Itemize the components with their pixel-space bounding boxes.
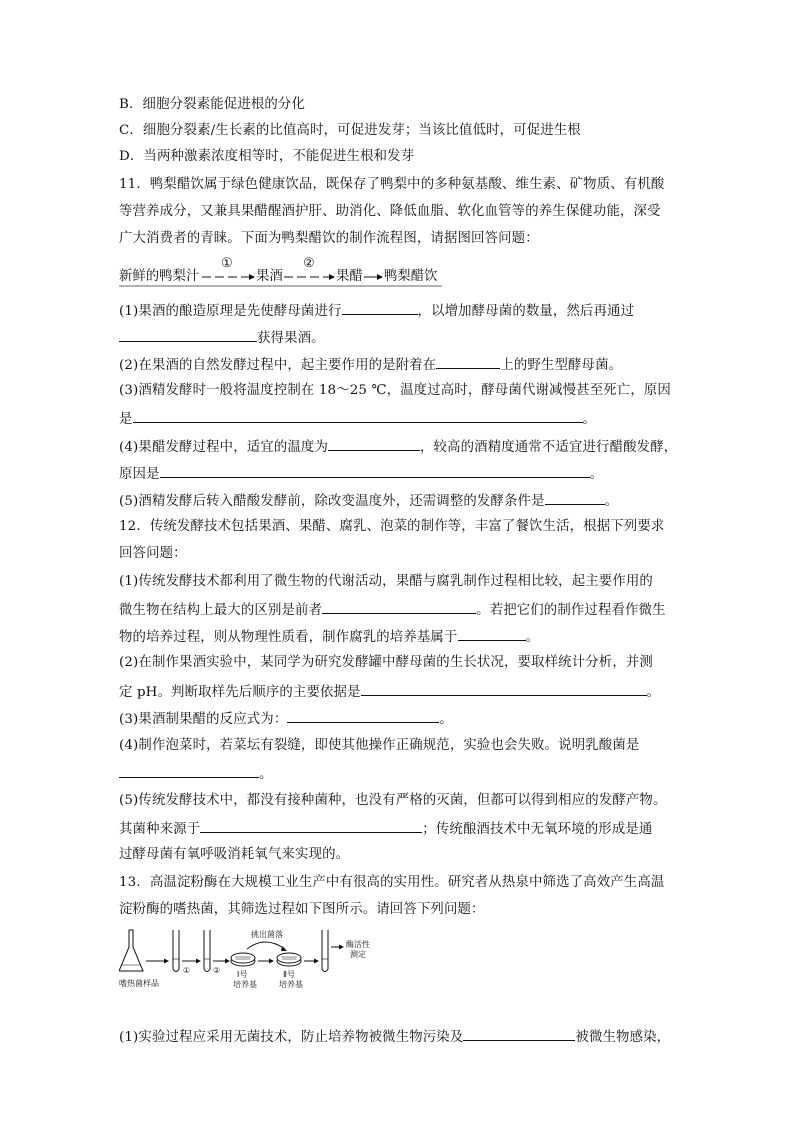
q11-part4-line1 bbox=[119, 437, 677, 457]
pick-colony-arrow bbox=[247, 942, 285, 949]
q12-p1-text-d: 物的培养过程，则从物理性质看，制作腐乳的培养基属于 bbox=[119, 630, 458, 645]
q11-p2-text-b: 上的野生型酵母菌。 bbox=[500, 358, 623, 373]
q12-part2-line1: (2)在制作果酒实验中，某同学为研究发酵罐中酵母菌的生长状况，要取样统计分析，并测 bbox=[119, 655, 653, 670]
q12-part1-line2 bbox=[119, 600, 666, 620]
q10-option-b: B．细胞分裂素能促进根的分化 bbox=[119, 97, 306, 112]
sample-label: 嗜热菌样品 bbox=[119, 979, 159, 988]
q12-p1-text-b: 微生物在结构上最大的区别是前者 bbox=[119, 603, 323, 618]
answer-blank[interactable] bbox=[287, 709, 439, 723]
flow-step-pear-juice: 新鲜的鸭梨汁 bbox=[119, 269, 200, 284]
answer-blank[interactable] bbox=[133, 409, 583, 423]
q10-option-d: D．当两种激素浓度相等时，不能促进生根和发芽 bbox=[119, 149, 415, 164]
q11-p3-text-c: 。 bbox=[582, 412, 597, 427]
flow-step-pear-vinegar-drink: 鸭梨醋饮 bbox=[384, 269, 438, 284]
flow-arrow-2-label: ② bbox=[303, 256, 315, 271]
answer-blank[interactable] bbox=[328, 437, 420, 451]
flow-arrow-3-head bbox=[377, 274, 383, 280]
q11-part1-line2 bbox=[119, 328, 325, 348]
q12-part1-line1: (1)传统发酵技术都利用了微生物的代谢活动，果醋与腐乳制作过程相比较，起主要作用的 bbox=[119, 574, 653, 589]
q12-part5-line1: (5)传统发酵技术中，都没有接种菌种，也没有严格的灭菌，但都可以得到相应的发酵产物。 bbox=[119, 793, 667, 808]
q11-p4-text-b: ，较高的酒精度通常不适宜进行醋酸发酵， bbox=[420, 440, 678, 455]
q12-p5-text-b: 其菌种来源于 bbox=[119, 822, 201, 837]
q11-p1-text-b: ，以增加酵母菌的数量，然后再通过 bbox=[417, 304, 635, 319]
q11-part5 bbox=[119, 491, 618, 511]
test-tube-1-icon bbox=[173, 930, 179, 972]
q11-intro-line2: 等营养成分，又兼具果醋醒酒护肝、助消化、降低血脂、软化血管等的养生保健功能，深受 bbox=[119, 204, 661, 219]
q11-p5-text-b: 。 bbox=[604, 494, 619, 509]
q11-part1-line1 bbox=[119, 301, 634, 321]
q12-part2-line2 bbox=[119, 682, 660, 702]
q11-p4-text-c: 原因是 bbox=[119, 467, 160, 482]
q11-intro-line3: 广大消费者的青睐。下面为鸭梨醋饮的制作流程图，请据图回答问题： bbox=[119, 231, 539, 246]
step-1-label: ① bbox=[183, 966, 191, 975]
assay-label: 酶活性 bbox=[346, 940, 370, 949]
q11-p1-text-c: 获得果酒。 bbox=[257, 331, 325, 346]
answer-blank[interactable] bbox=[119, 764, 259, 778]
answer-blank[interactable] bbox=[463, 1027, 575, 1041]
flow-step-wine: 果酒 bbox=[256, 269, 283, 284]
assay-label-2: 测定 bbox=[350, 950, 366, 959]
q11-p2-text-a: (2)在果酒的自然发酵过程中，起主要作用的是附着在 bbox=[119, 358, 437, 373]
flow-arrow-1-head bbox=[249, 274, 255, 280]
answer-blank[interactable] bbox=[119, 328, 257, 342]
q11-p1-text-a: (1)果酒的酿造原理是先使酵母菌进行 bbox=[119, 304, 342, 319]
q10-option-c: C．细胞分裂素/生长素的比值高时，可促进发芽；当该比值低时，可促进生根 bbox=[119, 123, 581, 138]
answer-blank[interactable] bbox=[322, 600, 476, 614]
q11-p3-text-b: 是 bbox=[119, 412, 133, 427]
q12-part5-line2 bbox=[119, 819, 652, 839]
plate-2-medium-label: 培养基 bbox=[279, 980, 303, 989]
q12-intro-line2: 回答问题： bbox=[119, 546, 187, 561]
q13-part1 bbox=[119, 1027, 670, 1047]
q11-part3-line1: (3)酒精发酵时一般将温度控制在 18～25 ℃，温度过高时，酵母菌代谢减慢甚至死亡，原因 bbox=[119, 383, 671, 398]
q12-part5-line3: 过酵母菌有氧呼吸消耗氧气来实现的。 bbox=[119, 847, 350, 862]
q12-intro-line1: 12．传统发酵技术包括果酒、果醋、腐乳、泡菜的制作等，丰富了餐饮生活，根据下列要求 bbox=[119, 519, 665, 534]
flow-arrow-1-label: ① bbox=[221, 256, 233, 271]
q12-part1-line3 bbox=[119, 627, 539, 647]
q12-p1-text-c: 。若把它们的制作过程看作微生 bbox=[476, 603, 666, 618]
q11-p5-text-a: (5)酒精发酵后转入醋酸发酵前，除改变温度外，还需调整的发酵条件是 bbox=[119, 494, 545, 509]
q11-intro-line1: 11．鸭梨醋饮属于绿色健康饮品，既保存了鸭梨中的多种氨基酸、维生素、矿物质、有机酸 bbox=[119, 177, 665, 192]
q11-p4-text-a: (4)果醋发酵过程中，适宜的温度为 bbox=[119, 440, 328, 455]
q11-part4-line2 bbox=[119, 464, 603, 484]
step-2-label: ② bbox=[213, 966, 221, 975]
test-tube-3-icon bbox=[322, 930, 328, 972]
q13-intro-line2: 淀粉酶的嗜热菌，其筛选过程如下图所示。请回答下列问题： bbox=[119, 902, 485, 917]
pick-colony-label: 挑出菌落 bbox=[251, 930, 283, 939]
q12-p2-text-c: 。 bbox=[646, 685, 661, 700]
q13-p1-text-b: 被微生物感染， bbox=[575, 1030, 671, 1045]
test-tube-2-icon bbox=[204, 930, 210, 972]
q11-part3-line2 bbox=[119, 409, 596, 429]
q12-part4-line1: (4)制作泡菜时，若菜坛有裂缝，即使其他操作正确规范，实验也会失败。说明乳酸菌是 bbox=[119, 738, 640, 753]
answer-blank[interactable] bbox=[342, 301, 418, 315]
plate-2-label: Ⅱ号 bbox=[283, 970, 295, 979]
q12-p4-text-b: 。 bbox=[259, 767, 273, 782]
flow-arrow-2-head bbox=[329, 274, 335, 280]
q12-p3-text-a: (3)果酒制果醋的反应式为： bbox=[119, 712, 288, 727]
q12-p3-text-b: 。 bbox=[439, 712, 453, 727]
q11-flow-chart bbox=[119, 258, 449, 288]
q12-p1-text-e: 。 bbox=[525, 630, 540, 645]
answer-blank[interactable] bbox=[361, 682, 647, 696]
q13-p1-text-a: (1)实验过程应采用无菌技术，防止培养物被微生物污染及 bbox=[119, 1030, 464, 1045]
answer-blank[interactable] bbox=[458, 627, 526, 641]
answer-blank[interactable] bbox=[545, 491, 605, 505]
q12-p2-text-b: 定 pH。判断取样先后顺序的主要依据是 bbox=[119, 685, 361, 700]
q12-part4-line2 bbox=[119, 764, 273, 784]
q13-screening-diagram bbox=[119, 925, 379, 1000]
q13-intro-line1: 13．高温淀粉酶在大规模工业生产中有很高的实用性。研究者从热泉中筛选了高效产生高温 bbox=[119, 875, 665, 890]
flow-step-vinegar: 果醋 bbox=[336, 269, 363, 284]
q12-part3 bbox=[119, 709, 453, 729]
plate-1-medium-label: 培养基 bbox=[233, 980, 257, 989]
answer-blank[interactable] bbox=[200, 819, 422, 833]
q12-p5-text-c: ；传统酿酒技术中无氧环境的形成是通 bbox=[422, 822, 653, 837]
answer-blank[interactable] bbox=[436, 355, 500, 369]
plate-1-label: Ⅰ号 bbox=[237, 970, 248, 979]
answer-blank[interactable] bbox=[160, 464, 590, 478]
q11-p4-text-d: 。 bbox=[589, 467, 604, 482]
q11-part2 bbox=[119, 355, 622, 375]
